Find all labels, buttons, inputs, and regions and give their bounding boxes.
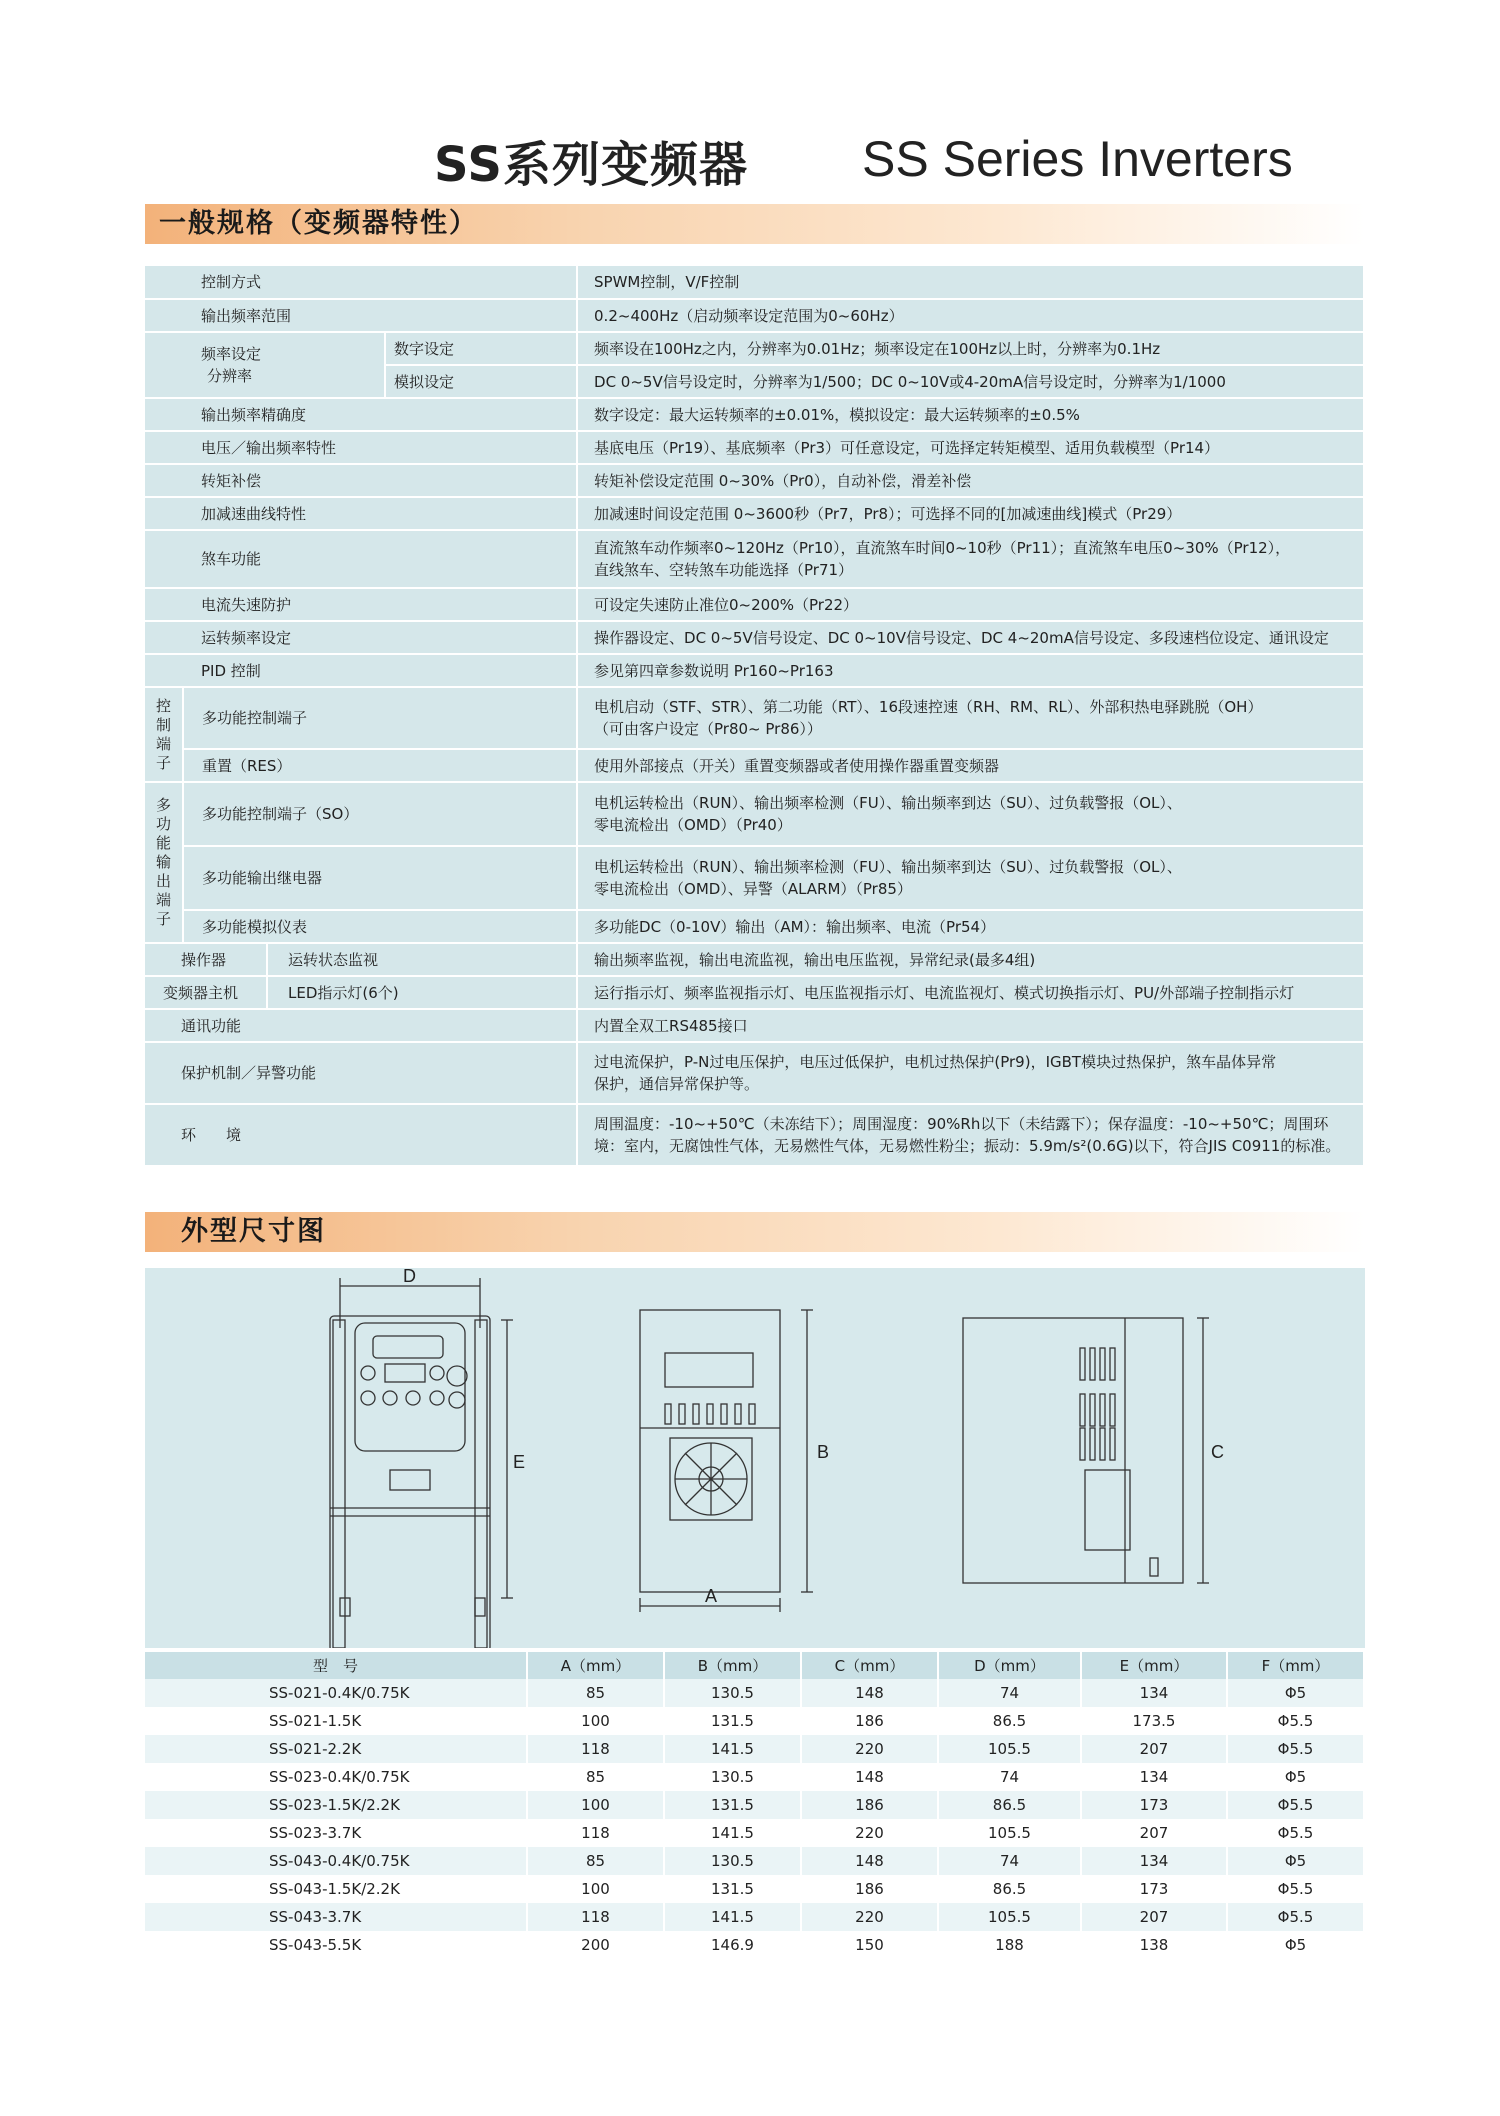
dim-cell: 86.5: [938, 1707, 1081, 1735]
spec-row: [145, 782, 1364, 846]
dim-cell: 186: [801, 1875, 938, 1903]
dim-cell: 131.5: [664, 1875, 801, 1903]
spec-row: [145, 654, 1364, 687]
dimensions-table: [145, 1652, 1365, 1959]
dim-cell: 105.5: [938, 1903, 1081, 1931]
dim-cell: 131.5: [664, 1707, 801, 1735]
dim-cell: 130.5: [664, 1679, 801, 1707]
table-row: [145, 1679, 1364, 1707]
spec-label: [145, 332, 385, 398]
spec-value: 0.2~400Hz（启动频率设定范围为0~60Hz）: [577, 299, 1364, 332]
dims-header: D（mm）: [938, 1652, 1081, 1679]
dim-cell: 86.5: [938, 1791, 1081, 1819]
section-title-dimensions: 外型尺寸图: [145, 1212, 1365, 1252]
dim-cell: 100: [527, 1875, 664, 1903]
spec-row: [145, 588, 1364, 621]
dim-cell: 141.5: [664, 1735, 801, 1763]
dim-cell: 207: [1081, 1903, 1227, 1931]
group-char: 端: [155, 891, 171, 909]
table-row: [145, 1819, 1364, 1847]
spec-label: 多功能输出继电器: [183, 846, 577, 910]
dim-label-b: B: [817, 1442, 830, 1462]
dim-cell: 148: [801, 1763, 938, 1791]
spec-value-line1: 直流煞车动作频率0~120Hz（Pr10），直流煞车时间0~10秒（Pr11）；直流煞车电压0~30%（Pr12），: [594, 539, 1291, 557]
dim-cell: 188: [938, 1931, 1081, 1959]
spec-label: 环 境: [145, 1104, 577, 1166]
spec-value: 可设定失速防止准位0~200%（Pr22）: [577, 588, 1364, 621]
dims-body: [145, 1679, 1364, 1959]
spec-table: [145, 266, 1365, 1167]
group-char: 子: [155, 910, 171, 928]
dim-cell: 85: [527, 1763, 664, 1791]
table-row: [145, 1875, 1364, 1903]
spec-label: 多功能控制端子: [183, 687, 577, 749]
spec-value: [577, 530, 1364, 588]
spec-row: [145, 431, 1364, 464]
dim-cell: Φ5: [1227, 1763, 1364, 1791]
dim-cell: 86.5: [938, 1875, 1081, 1903]
spec-label: 电流失速防护: [145, 588, 577, 621]
model-cell: SS-043-5.5K: [145, 1931, 527, 1959]
dim-cell: 118: [527, 1903, 664, 1931]
title-en: SS Series Inverters: [862, 131, 1293, 187]
group-char: 能: [155, 834, 171, 852]
dim-cell: 134: [1081, 1679, 1227, 1707]
spec-value-line1: 电机启动（STF、STR）、第二功能（RT）、16段速控速（RH、RM、RL）、外部积热电驿跳脱（OH）: [594, 698, 1263, 716]
dim-cell: 141.5: [664, 1819, 801, 1847]
dim-cell: 207: [1081, 1819, 1227, 1847]
spec-row: [145, 332, 1364, 365]
spec-label: 通讯功能: [145, 1009, 577, 1042]
model-cell: SS-023-1.5K/2.2K: [145, 1791, 527, 1819]
dim-cell: 118: [527, 1735, 664, 1763]
spec-value: 加减速时间设定范围 0~3600秒（Pr7，Pr8）；可选择不同的[加减速曲线]模式（Pr29）: [577, 497, 1364, 530]
spec-label: 输出频率范围: [145, 299, 577, 332]
dim-cell: Φ5: [1227, 1847, 1364, 1875]
dim-label-e: E: [513, 1452, 526, 1472]
dim-cell: 100: [527, 1707, 664, 1735]
spec-row: [145, 398, 1364, 431]
table-row: [145, 1763, 1364, 1791]
dim-cell: 130.5: [664, 1847, 801, 1875]
spec-sub-label: LED指示灯(6个): [267, 976, 577, 1009]
spec-value-line2: 境：室内，无腐蚀性气体，无易燃性气体，无易燃性粉尘；振动：5.9m/s²(0.6G)以下，符合JIS C0911的标准。: [594, 1137, 1341, 1155]
group-char: 功: [155, 815, 171, 833]
dim-cell: 173: [1081, 1791, 1227, 1819]
spec-value: DC 0~5V信号设定时，分辨率为1/500；DC 0~10V或4-20mA信号设定时，分辨率为1/1000: [577, 365, 1364, 398]
spec-value: [577, 687, 1364, 749]
spec-value: 频率设在100Hz之内，分辨率为0.01Hz；频率设定在100Hz以上时，分辨率为0.1Hz: [577, 332, 1364, 365]
spec-row: [145, 621, 1364, 654]
spec-label: 重置（RES）: [183, 749, 577, 782]
dim-cell: 207: [1081, 1735, 1227, 1763]
spec-label: 变频器主机: [145, 976, 267, 1009]
front-view: [330, 1278, 513, 1648]
spec-value-line1: 周围温度：-10~+50℃（未冻结下）；周围湿度：90%Rh以下（未结露下）；保存温度：-10~+50℃；周围环: [594, 1115, 1329, 1133]
dims-header: E（mm）: [1081, 1652, 1227, 1679]
dim-cell: Φ5.5: [1227, 1819, 1364, 1847]
spec-label: 控制方式: [145, 266, 577, 299]
dim-cell: 134: [1081, 1847, 1227, 1875]
dim-cell: 74: [938, 1847, 1081, 1875]
group-char: 端: [155, 734, 171, 753]
spec-row: [145, 846, 1364, 910]
dims-header: A（mm）: [527, 1652, 664, 1679]
spec-value: 数字设定：最大运转频率的±0.01%，模拟设定：最大运转频率的±0.5%: [577, 398, 1364, 431]
spec-row: [145, 299, 1364, 332]
spec-label-line2: 分辨率: [207, 367, 253, 385]
table-row: [145, 1903, 1364, 1931]
table-row: [145, 1791, 1364, 1819]
spec-value: [577, 1042, 1364, 1104]
spec-value-line2: 直线煞车、空转煞车功能选择（Pr71）: [594, 561, 854, 579]
spec-row: [145, 1104, 1364, 1166]
dim-cell: 186: [801, 1707, 938, 1735]
model-cell: SS-021-0.4K/0.75K: [145, 1679, 527, 1707]
spec-label: 转矩补偿: [145, 464, 577, 497]
model-cell: SS-043-1.5K/2.2K: [145, 1875, 527, 1903]
section-title-spec: 一般规格（变频器特性）: [145, 204, 1365, 244]
spec-value-line1: 电机运转检出（RUN）、输出频率检测（FU）、输出频率到达（SU）、过负载警报（OL）、: [594, 858, 1182, 876]
dim-label-a: A: [705, 1586, 718, 1606]
spec-label: 电压／输出频率特性: [145, 431, 577, 464]
spec-value-line1: 过电流保护，P-N过电压保护，电压过低保护，电机过热保护(Pr9)，IGBT模块过热保护，煞车晶体异常: [594, 1053, 1277, 1071]
table-row: [145, 1707, 1364, 1735]
spec-row: [145, 976, 1364, 1009]
dim-cell: 173.5: [1081, 1707, 1227, 1735]
spec-value: 多功能DC（0-10V）输出（AM）：输出频率、电流（Pr54）: [577, 910, 1364, 943]
dim-cell: 220: [801, 1903, 938, 1931]
dim-label-d: D: [403, 1268, 416, 1286]
spec-value: 运行指示灯、频率监视指示灯、电压监视指示灯、电流监视灯、模式切换指示灯、PU/外部端子控制指示灯: [577, 976, 1364, 1009]
dim-cell: 105.5: [938, 1819, 1081, 1847]
dim-cell: 74: [938, 1679, 1081, 1707]
dim-cell: 118: [527, 1819, 664, 1847]
model-cell: SS-043-0.4K/0.75K: [145, 1847, 527, 1875]
spec-row: [145, 1009, 1364, 1042]
spec-label: 煞车功能: [145, 530, 577, 588]
dim-cell: 148: [801, 1679, 938, 1707]
spec-label: 保护机制／异警功能: [145, 1042, 577, 1104]
spec-row: [145, 943, 1364, 976]
spec-value: 输出频率监视，输出电流监视，输出电压监视，异常纪录(最多4组): [577, 943, 1364, 976]
dim-cell: 85: [527, 1847, 664, 1875]
dim-cell: 74: [938, 1763, 1081, 1791]
spec-label: PID 控制: [145, 654, 577, 687]
spec-label: 加减速曲线特性: [145, 497, 577, 530]
group-char: 多: [155, 796, 171, 814]
spec-label: 多功能模拟仪表: [183, 910, 577, 943]
spec-sub-label: 运转状态监视: [267, 943, 577, 976]
title-cn: SS系列变频器: [434, 137, 748, 193]
dim-cell: 100: [527, 1791, 664, 1819]
group-char: 输: [155, 853, 171, 871]
group-char: 出: [155, 872, 171, 890]
dims-header: 型 号: [145, 1652, 527, 1679]
dim-cell: Φ5: [1227, 1679, 1364, 1707]
dim-cell: 85: [527, 1679, 664, 1707]
group-char: 制: [155, 715, 171, 734]
spec-label-line1: 频率设定: [201, 345, 262, 363]
dims-header: B（mm）: [664, 1652, 801, 1679]
model-cell: SS-023-0.4K/0.75K: [145, 1763, 527, 1791]
spec-row: [145, 1042, 1364, 1104]
spec-row: [145, 464, 1364, 497]
side-view: [963, 1318, 1209, 1583]
group-char: 子: [155, 753, 171, 772]
group-label-ctrl-terminal: [145, 687, 183, 782]
spec-label: 输出频率精确度: [145, 398, 577, 431]
dim-cell: 134: [1081, 1763, 1227, 1791]
model-cell: SS-043-3.7K: [145, 1903, 527, 1931]
spec-row: [145, 497, 1364, 530]
table-row: [145, 1931, 1364, 1959]
spec-value-line2: （可由客户设定（Pr80~ Pr86））: [594, 720, 822, 738]
spec-value: 基底电压（Pr19）、基底频率（Pr3）可任意设定，可选择定转矩模型、适用负载模型（Pr14）: [577, 431, 1364, 464]
dim-cell: 146.9: [664, 1931, 801, 1959]
spec-value: [577, 846, 1364, 910]
dim-cell: 148: [801, 1847, 938, 1875]
spec-value: [577, 782, 1364, 846]
spec-value: [577, 1104, 1364, 1166]
dims-header: F（mm）: [1227, 1652, 1364, 1679]
dim-cell: 173: [1081, 1875, 1227, 1903]
spec-value-line1: 电机运转检出（RUN）、输出频率检测（FU）、输出频率到达（SU）、过负载警报（OL）、: [594, 794, 1182, 812]
dim-cell: 220: [801, 1819, 938, 1847]
dim-cell: 186: [801, 1791, 938, 1819]
dimension-drawing-svg: [145, 1268, 1365, 1648]
dim-label-c: C: [1211, 1442, 1224, 1462]
spec-value: 转矩补偿设定范围 0~30%（Pr0），自动补偿，滑差补偿: [577, 464, 1364, 497]
spec-label: 操作器: [145, 943, 267, 976]
spec-row: [145, 530, 1364, 588]
spec-sub-label: 模拟设定: [385, 365, 577, 398]
table-row: [145, 1847, 1364, 1875]
dims-header: C（mm）: [801, 1652, 938, 1679]
dim-cell: 131.5: [664, 1791, 801, 1819]
dim-cell: 105.5: [938, 1735, 1081, 1763]
table-row: [145, 1735, 1364, 1763]
dim-cell: 200: [527, 1931, 664, 1959]
dim-cell: Φ5.5: [1227, 1707, 1364, 1735]
spec-value-line2: 零电流检出（OMD）、异警（ALARM）（Pr85）: [594, 880, 912, 898]
model-cell: SS-023-3.7K: [145, 1819, 527, 1847]
dim-cell: Φ5.5: [1227, 1875, 1364, 1903]
dim-cell: Φ5: [1227, 1931, 1364, 1959]
dim-cell: 141.5: [664, 1903, 801, 1931]
group-label-out-terminal: [145, 782, 183, 943]
spec-row: [145, 910, 1364, 943]
spec-label: 多功能控制端子（SO）: [183, 782, 577, 846]
spec-row: [145, 687, 1364, 749]
group-char: 控: [155, 696, 171, 715]
spec-row: [145, 266, 1364, 299]
dim-cell: 130.5: [664, 1763, 801, 1791]
middle-view: [640, 1310, 813, 1612]
spec-value: 使用外部接点（开关）重置变频器或者使用操作器重置变频器: [577, 749, 1364, 782]
spec-value-line2: 保护，通信异常保护等。: [594, 1075, 760, 1093]
spec-label: 运转频率设定: [145, 621, 577, 654]
spec-value-line2: 零电流检出（OMD）（Pr40）: [594, 816, 792, 834]
dim-cell: Φ5.5: [1227, 1791, 1364, 1819]
dims-header-row: [145, 1652, 1364, 1679]
dim-cell: Φ5.5: [1227, 1903, 1364, 1931]
model-cell: SS-021-1.5K: [145, 1707, 527, 1735]
spec-sub-label: 数字设定: [385, 332, 577, 365]
page-header: [0, 126, 1500, 196]
dim-cell: 150: [801, 1931, 938, 1959]
spec-value: 内置全双工RS485接口: [577, 1009, 1364, 1042]
spec-value: 参见第四章参数说明 Pr160~Pr163: [577, 654, 1364, 687]
dim-cell: 220: [801, 1735, 938, 1763]
spec-value: SPWM控制，V/F控制: [577, 266, 1364, 299]
dimension-drawing: [145, 1268, 1365, 1648]
dim-cell: Φ5.5: [1227, 1735, 1364, 1763]
spec-row: [145, 749, 1364, 782]
model-cell: SS-021-2.2K: [145, 1735, 527, 1763]
dim-cell: 138: [1081, 1931, 1227, 1959]
spec-value: 操作器设定、DC 0~5V信号设定、DC 0~10V信号设定、DC 4~20mA信号设定、多段速档位设定、通讯设定: [577, 621, 1364, 654]
